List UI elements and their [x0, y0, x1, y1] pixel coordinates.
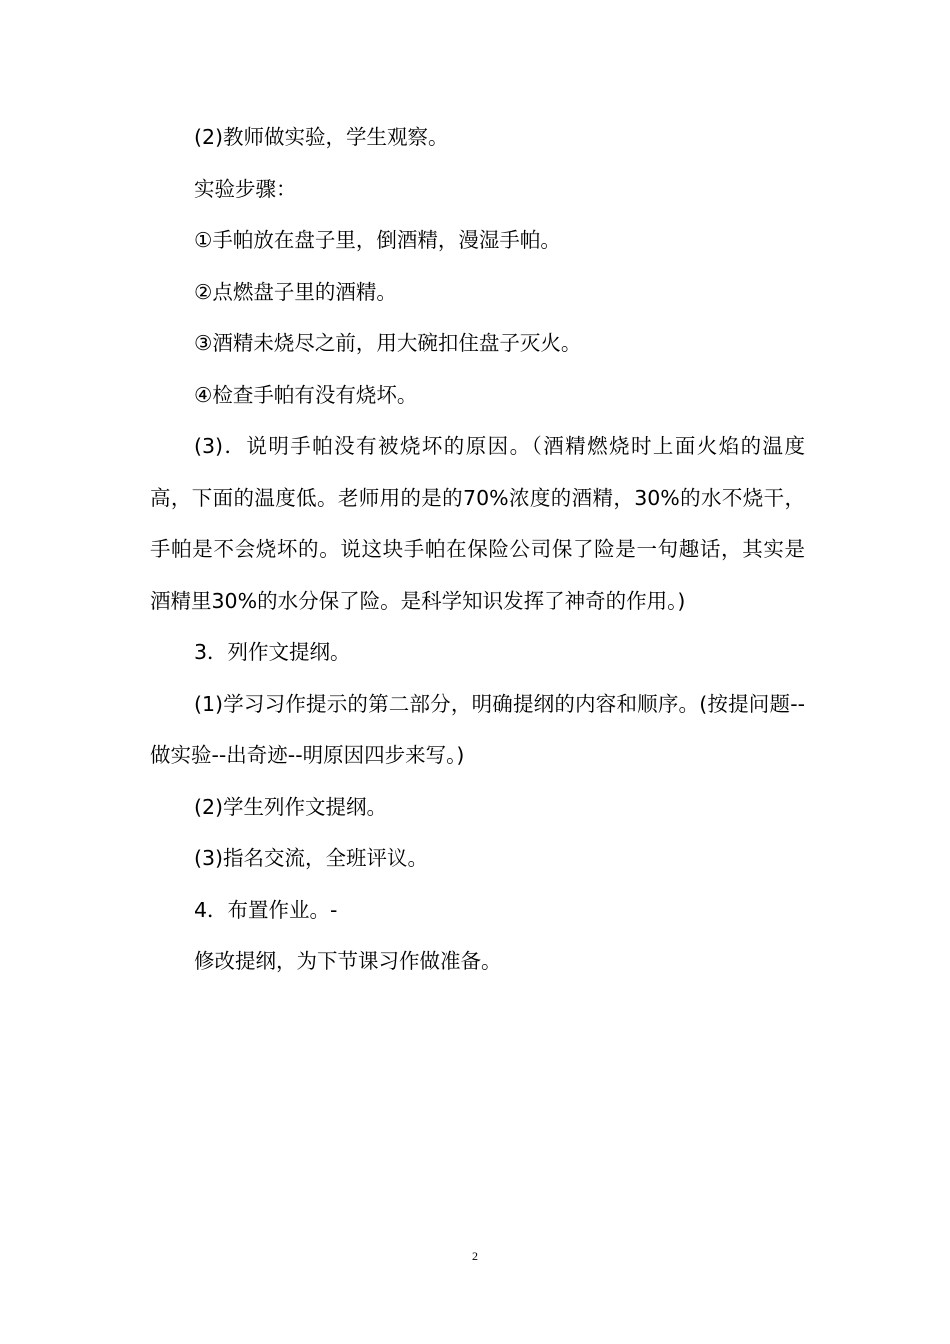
paragraph-outline-write: (2)学生列作文提纲。: [194, 794, 388, 819]
paragraph-step-1: ①手帕放在盘子里，倒酒精，漫湿手帕。: [194, 228, 561, 252]
paragraph-step-4: ④检查手帕有没有烧坏。: [194, 382, 418, 407]
paragraph-homework-heading: 4．布置作业。-: [194, 897, 338, 922]
paragraph-explanation: (3)．说明手帕没有被烧坏的原因。（酒精燃烧时上面火焰的温度高，下面的温度低。老师用的是的70%浓度的酒精，30%的水不烧干，手帕是不会烧坏的。说这块手帕在保险公司保了险是一句趣话，其实是酒精里30%的水分保了险。是科学知识发挥了神奇的作用。): [150, 434, 805, 613]
paragraph-experiment-observation: (2)教师做实验，学生观察。: [194, 125, 449, 149]
page-number: 2: [472, 1249, 478, 1263]
paragraph-homework-task: 修改提纲，为下节课习作做准备。: [194, 949, 502, 973]
paragraph-outline-share: (3)指名交流，全班评议。: [194, 846, 429, 870]
paragraph-outline-study: (1)学习习作提示的第二部分，明确提纲的内容和顺序。(按提问题--做实验--出奇迹--明原因四步来写。): [150, 691, 805, 767]
paragraph-step-2: ②点燃盘子里的酒精。: [194, 279, 397, 304]
document-body: [150, 112, 805, 988]
paragraph-outline-heading: 3．列作文提纲。: [194, 640, 351, 664]
paragraph-step-3: ③酒精未烧尽之前，用大碗扣住盘子灭火。: [194, 331, 582, 355]
paragraph-experiment-steps-heading: 实验步骤：: [194, 176, 297, 201]
